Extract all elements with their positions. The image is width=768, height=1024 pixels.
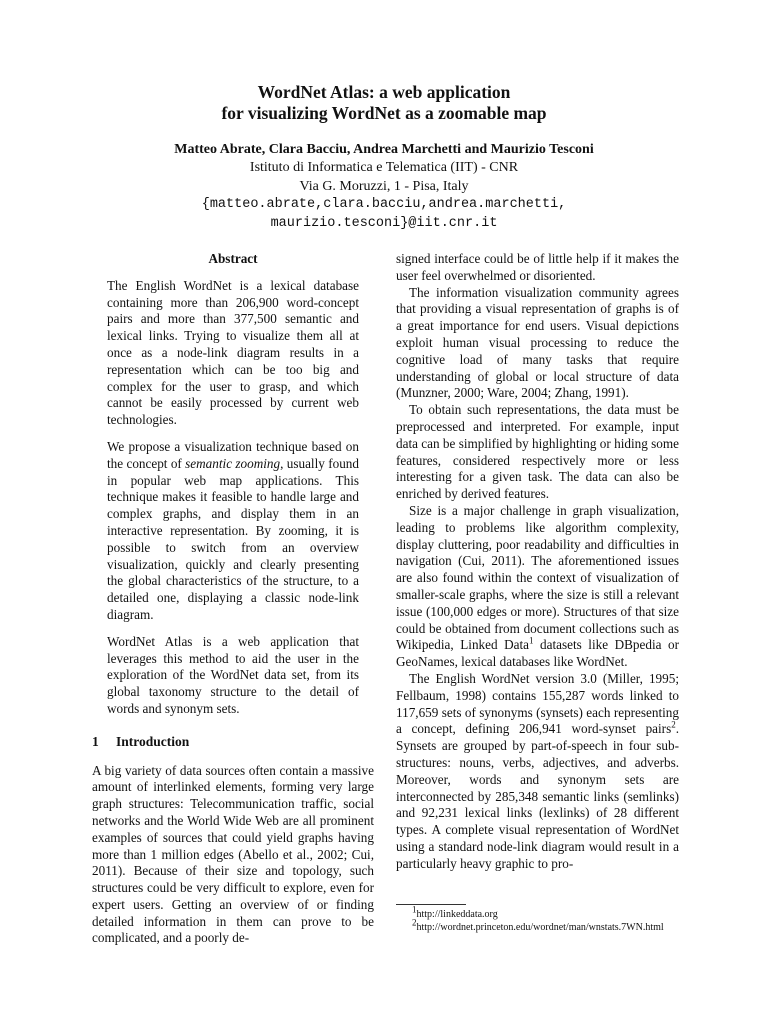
abstract-section xyxy=(92,251,374,718)
size-paragraph xyxy=(396,503,679,671)
paper-title xyxy=(0,82,768,124)
footnote-ref-2: 2 xyxy=(671,719,676,730)
abstract-paragraph-2 xyxy=(107,439,359,624)
size-text-a: Size is a major challenge in graph visualization, leading to problems like algorithm complexity, display cluttering, poor readability and difficulties in navigation (Cui, 2011). The aforementioned issues are also found within the context of visualization of smaller-scale graphs, where the size is still a relevant issue (100,000 edges or more). Structures of that size could be obtained from document collections such as Wikipedia, Linked Data xyxy=(396,502,679,653)
section-number: 1 xyxy=(92,733,99,749)
introduction-paragraph-1: A big variety of data sources often contain a massive amount of interlinked elements, forming very large graph structures: Telecommunication traffic, social networks and the World Wide Web are all prominent examples of sources that could yield graphs having more than 1 million edges (Abello et al., 2002; Cui, 2011). Because of their size and topology, such structures could be very difficult to explore, even for expert users. Getting an overview of or finding detailed information in them can prove to be complicated, and a poorly de- xyxy=(92,762,374,946)
footnote-1 xyxy=(396,904,716,921)
introduction-heading xyxy=(92,734,374,751)
author-list: Matteo Abrate, Clara Bacciu, Andrea Marchetti and Maurizio Tesconi xyxy=(174,142,594,157)
abstract-p2-text-b: , usually found in popular web map applications. This technique makes it feasible to handle large and complex graphs, and display them in an interactive representation. By zooming, it is possible to switch from an overview visualization, quickly and clearly presenting the global characteristics of the structure, to a detailed one, displaying a classic node-link diagram. xyxy=(107,455,359,622)
continued-paragraph: signed interface could be of little help if it makes the user feel overwhelmed or disoriented. xyxy=(396,251,679,283)
abstract-paragraph-1: The English WordNet is a lexical database containing more than 206,900 word-concept pairs and more than 377,500 semantic and lexical links. Trying to visualize them all at once as a node-link diagram results in a representation which can be too big and complex for the user to grasp, and which cannot be easily processed by current web technologies. xyxy=(107,277,359,428)
section-title: Introduction xyxy=(116,733,190,749)
footnote-ref-1: 1 xyxy=(529,635,534,646)
author-emails-line-1: {matteo.abrate,clara.bacciu,andrea.marchetti, xyxy=(201,197,567,212)
footnote-2 xyxy=(396,917,716,934)
author-emails-line-2: maurizio.tesconi}@iit.cnr.it xyxy=(270,215,498,231)
footnote-rule xyxy=(396,904,466,905)
title-line-1: WordNet Atlas: a web application xyxy=(257,82,511,102)
abstract-paragraph-3: WordNet Atlas is a web application that leverages this method to aid the user in the exploration of the WordNet data set, from its global taxonomy structure to the detail of words and synonym sets. xyxy=(107,633,359,716)
title-line-2: for visualizing WordNet as a zoomable map xyxy=(221,103,547,123)
footnote-mark: 2 xyxy=(412,917,417,928)
left-column xyxy=(92,251,374,947)
affiliation-address: Via G. Moruzzi, 1 - Pisa, Italy xyxy=(299,178,469,194)
obtain-paragraph: To obtain such representations, the data must be preprocessed and interpreted. For example, input data can be simplified by highlighting or hiding some features, considered respectively more or less interesting for a given task. The data can also be enriched by derived features. xyxy=(396,402,679,502)
wordnet-paragraph xyxy=(396,671,679,873)
footnote-url: http://linkeddata.org xyxy=(416,909,498,920)
paper-header xyxy=(0,82,768,233)
infovis-paragraph: The information visualization community agrees that providing a visual representation of graphs is of a great importance for end users. Visual depictions exploit human visual processing to reduce the cognitive load of many tasks that require understanding of global or local structure of data (Munzner, 2000; Ware, 2004; Zhang, 1991). xyxy=(396,284,679,401)
abstract-p2-text-a: We propose a visualization technique based on the concept of xyxy=(107,438,359,471)
footnote-mark: 1 xyxy=(412,904,417,915)
abstract-heading: Abstract xyxy=(208,251,258,266)
introduction-body xyxy=(92,763,374,948)
wordnet-text-a: The English WordNet version 3.0 (Miller, 1995; Fellbaum, 1998) contains 155,287 words linked to 117,659 sets of synonyms (synsets) each representing a concept, defining 206,941 word-synset pairs xyxy=(396,670,679,737)
affiliation-institute: Istituto di Informatica e Telematica (IIT) - CNR xyxy=(249,160,519,175)
wordnet-text-b: . Synsets are grouped by part-of-speech in four sub-structures: nouns, verbs, adjectives, and adverbs. Moreover, words and synonym sets are interconnected by 285,348 semantic links (semlinks) and 92,231 lexical links (lexlinks) of 28 different types. A complete visual representation of WordNet using a standard node-link diagram would result in a particularly heavy graphic to pro- xyxy=(396,721,679,871)
semantic-zooming-term: semantic zooming xyxy=(185,455,281,471)
size-text-b: datasets like DBpedia or GeoNames, lexical databases like WordNet. xyxy=(396,637,679,670)
footnotes xyxy=(396,904,716,934)
footnote-url: http://wordnet.princeton.edu/wordnet/man/wnstats.7WN.html xyxy=(416,922,664,933)
right-column xyxy=(396,251,679,872)
